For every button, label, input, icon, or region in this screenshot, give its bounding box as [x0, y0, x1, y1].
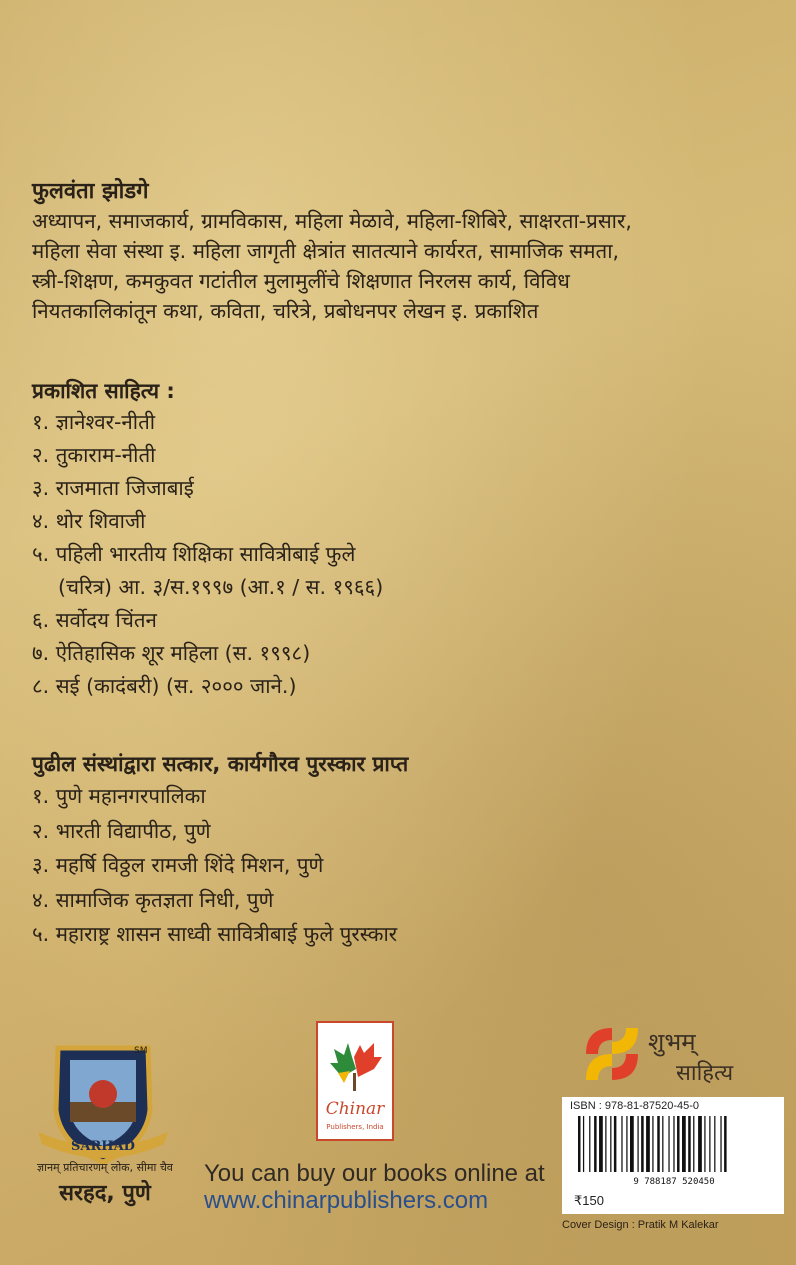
author-bio — [32, 206, 772, 326]
list-item: ५. पहिली भारतीय शिक्षिका सावित्रीबाई फुले — [32, 542, 356, 566]
chinar-title: Chinar — [325, 1099, 385, 1119]
isbn-barcode-box — [562, 1097, 784, 1214]
buy-online-text: You can buy our books online at — [204, 1160, 545, 1187]
cover-design-credit: Cover Design : Pratik M Kalekar — [562, 1219, 719, 1231]
sarhad-name: सरहद, पुणे — [59, 1181, 151, 1206]
shubham-sahitya-logo — [580, 1020, 780, 1088]
published-list — [32, 406, 383, 703]
list-item: १. ज्ञानेश्वर-नीती — [32, 410, 156, 434]
list-item: ४. सामाजिक कृतज्ञता निधी, पुणे — [32, 887, 274, 912]
barcode-digits: 9 788187 520450 — [633, 1177, 715, 1186]
publisher-url: www.chinarpublishers.com — [204, 1187, 489, 1214]
sarhad-caption: ज्ञानम् प्रतिचारणम् लोक, सीमा चैव — [37, 1161, 173, 1174]
awards-list — [32, 779, 397, 952]
shubham-line2: साहित्य — [676, 1061, 734, 1086]
list-item: २. तुकाराम-नीती — [32, 443, 156, 467]
list-item: ८. सई (कादंबरी) (स. २००० जाने.) — [32, 674, 297, 698]
barcode — [574, 1116, 774, 1186]
list-item: ५. महाराष्ट्र शासन साध्वी सावित्रीबाई फुले पुरस्कार — [32, 922, 398, 946]
bio-line: अध्यापन, समाजकार्य, ग्रामविकास, महिला मेळावे, महिला-शिबिरे, साक्षरता-प्रसार, — [32, 209, 632, 233]
maple-leaf-icon — [324, 1033, 386, 1095]
list-item: १. पुणे महानगरपालिका — [32, 784, 206, 808]
bio-line: महिला सेवा संस्था इ. महिला जागृती क्षेत्रांत सातत्याने कार्यरत, सामाजिक समता, — [32, 239, 620, 263]
isbn-label: ISBN : 978-81-87520-45-0 — [570, 1100, 700, 1112]
swastik-icon — [586, 1028, 638, 1080]
chinar-subtitle: Publishers, India — [326, 1123, 384, 1131]
price: ₹150 — [574, 1193, 604, 1208]
list-item: ३. महर्षि विठ्ठल रामजी शिंदे मिशन, पुणे — [32, 853, 324, 877]
list-item: ४. थोर शिवाजी — [32, 509, 146, 533]
published-heading: प्रकाशित साहित्य : — [32, 379, 175, 403]
list-item-continuation: (चरित्र) आ. ३/स.१९९७ (आ.१ / स. १९६६) — [58, 575, 384, 599]
list-item: ६. सर्वोदय चिंतन — [32, 608, 157, 632]
sarhad-badge-text: SARHAD — [71, 1139, 135, 1154]
sarhad-logo — [28, 1040, 178, 1170]
list-item: २. भारती विद्यापीठ, पुणे — [32, 818, 211, 843]
list-item: ३. राजमाता जिजाबाई — [32, 476, 194, 500]
bio-line: स्त्री-शिक्षण, कमकुवत गटांतील मुलामुलींचे शिक्षणात निरलस कार्य, विविध — [32, 269, 570, 293]
awards-heading: पुढील संस्थांद्वारा सत्कार, कार्यगौरव पुरस्कार प्राप्त — [32, 752, 409, 776]
chinar-logo — [316, 1021, 394, 1141]
author-name: फुलवंता झोडगे — [32, 179, 149, 204]
bio-line: नियतकालिकांतून कथा, कविता, चरित्रे, प्रबोधनपर लेखन इ. प्रकाशित — [32, 299, 539, 323]
list-item: ७. ऐतिहासिक शूर महिला (स. १९९८) — [32, 641, 311, 665]
trademark-mark: SM — [134, 1046, 148, 1056]
shubham-line1: शुभम् — [648, 1028, 696, 1056]
